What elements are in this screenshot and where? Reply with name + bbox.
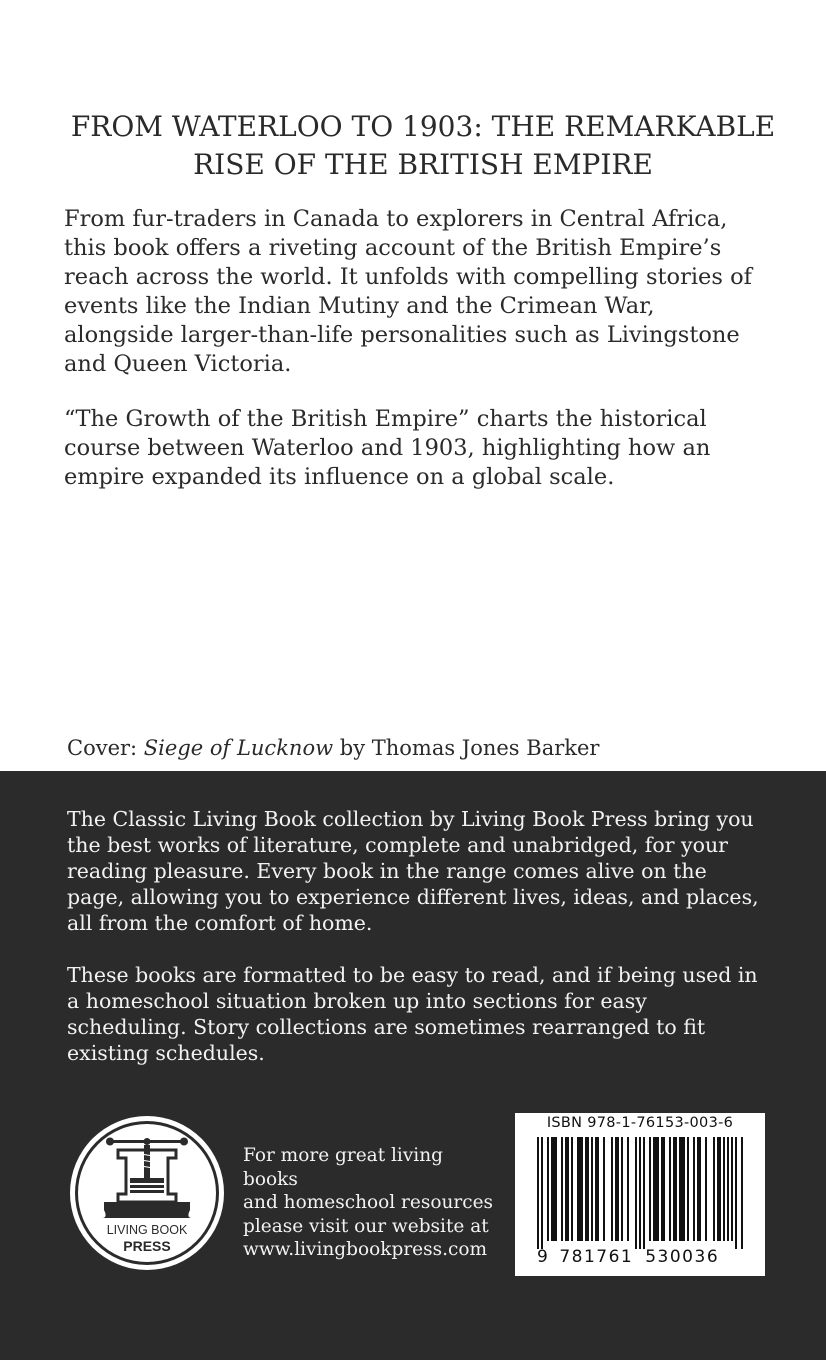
- barcode-bar: [669, 1137, 671, 1241]
- living-book-press-logo: [68, 1114, 226, 1272]
- barcode-bar: [547, 1137, 549, 1241]
- barcode-bar: [565, 1137, 569, 1241]
- barcode-bar: [687, 1137, 689, 1241]
- barcode-bar: [697, 1137, 701, 1241]
- cover-credit-artist: by Thomas Jones Barker: [333, 736, 600, 760]
- barcode-digits: [537, 1247, 752, 1267]
- publisher-dark-panel: [0, 771, 826, 1360]
- website-info-line-3: please visit our website at: [243, 1215, 489, 1237]
- barcode-bar: [591, 1137, 593, 1241]
- barcode-left-group: 781761: [559, 1247, 634, 1267]
- barcode-bar: [727, 1137, 729, 1241]
- barcode-bar: [635, 1137, 637, 1249]
- barcode-bar: [561, 1137, 563, 1241]
- book-title-line-2: RISE OF THE BRITISH EMPIRE: [193, 148, 653, 181]
- barcode-bar: [551, 1137, 557, 1241]
- blurb-paragraph-2: “The Growth of the British Empire” charts the historical course between Waterloo and 1903, highlighting how an empire expanded its influence on a global scale.: [64, 406, 711, 490]
- website-info-line-1: For more great living books: [243, 1145, 443, 1190]
- barcode-bar: [639, 1137, 641, 1249]
- barcode-first-digit: 9: [537, 1247, 550, 1267]
- barcode-bar: [621, 1137, 623, 1241]
- barcode-bar: [603, 1137, 605, 1241]
- isbn-label: ISBN 978-1-76153-003-6: [546, 1115, 734, 1131]
- website-info: [243, 1144, 503, 1262]
- book-title-line-1: FROM WATERLOO TO 1903: THE REMARKABLE: [70, 110, 776, 143]
- blurb-paragraph-1: From fur-traders in Canada to explorers in Central Africa, this book offers a riveting account of the British Empire’s reach across the world. It unfolds with compelling stories of events like the Indian Mutiny and the Crimean War, alongside larger-than-life personalities such as Livingstone and Queen Victoria.: [64, 206, 752, 377]
- barcode-bar: [577, 1137, 583, 1241]
- barcode-bar: [615, 1137, 619, 1241]
- barcode-bar: [661, 1137, 665, 1241]
- barcode-bar: [627, 1137, 629, 1241]
- barcode-bar: [679, 1137, 685, 1241]
- barcode-bar: [653, 1137, 659, 1241]
- barcode-bars: [537, 1137, 743, 1249]
- barcode-bar: [741, 1137, 743, 1249]
- website-url: www.livingbookpress.com: [243, 1239, 488, 1260]
- cover-painting-title: Siege of Lucknow: [143, 736, 334, 760]
- barcode-bar: [643, 1137, 645, 1249]
- publisher-paragraph-1: The Classic Living Book collection by Living Book Press bring you the best works of literature, complete and unabridged, for your reading pleasure. Every book in the range comes alive on the page, allowing you to experience different lives, ideas, and places, all from the comfort of home.: [67, 807, 759, 935]
- barcode-bar: [717, 1137, 721, 1241]
- cover-credit-prefix: Cover:: [67, 736, 144, 760]
- cover-credit: [67, 734, 787, 762]
- barcode-bar: [541, 1137, 543, 1249]
- book-title: [30, 108, 816, 184]
- barcode-bar: [713, 1137, 715, 1241]
- barcode-bar: [723, 1137, 725, 1241]
- barcode-bar: [735, 1137, 737, 1249]
- website-info-line-2: and homeschool resources: [243, 1192, 494, 1213]
- barcode-bar: [731, 1137, 733, 1241]
- barcode-bar: [705, 1137, 707, 1241]
- barcode-bar: [649, 1137, 651, 1241]
- logo-text-line-1: LIVING BOOK: [106, 1223, 188, 1237]
- logo-text-line-2: PRESS: [123, 1238, 171, 1254]
- barcode-bar: [537, 1137, 539, 1249]
- barcode-bar: [585, 1137, 589, 1241]
- barcode-bar: [595, 1137, 599, 1241]
- barcode-right-group: 530036: [645, 1247, 720, 1267]
- barcode-bar: [611, 1137, 613, 1241]
- isbn-barcode-box: [515, 1113, 765, 1276]
- publisher-paragraph-2: These books are formatted to be easy to read, and if being used in a homeschool situation broken up into sections for easy scheduling. Story collections are sometimes rearranged to fit existing schedules.: [67, 963, 758, 1065]
- barcode-bar: [693, 1137, 695, 1241]
- barcode-bar: [673, 1137, 677, 1241]
- barcode-bar: [571, 1137, 573, 1241]
